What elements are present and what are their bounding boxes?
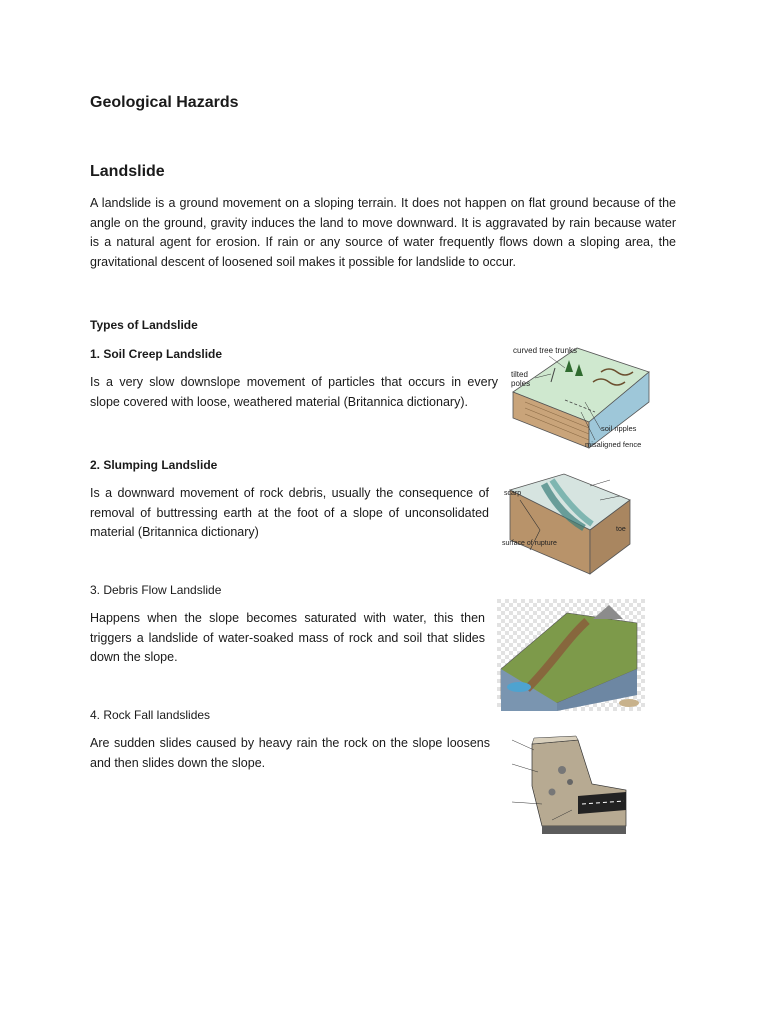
section-title-landslide: Landslide: [90, 163, 165, 180]
type-2-heading: 2. Slumping Landslide: [90, 458, 218, 472]
label-misaligned-fence: misaligned fence: [585, 440, 642, 449]
intro-paragraph: A landslide is a ground movement on a sloping terrain. It does not happen on flat ground because of the angle on the ground, gravity induces the land to move downward. It is aggravated by rain because water is a natural agent for erosion. If rain or any source of water frequently flows down a sloping area, the gravitational descent of loosened soil makes it possible for landslide to occur.: [90, 196, 676, 269]
type-3-heading: 3. Debris Flow Landslide: [90, 583, 222, 597]
label-soil-ripples: soil ripples: [601, 424, 637, 433]
soil-creep-figure: [505, 342, 655, 452]
document-title: Geological Hazards: [90, 94, 239, 111]
label-toe: toe: [616, 526, 626, 533]
type-2-text: Is a downward movement of rock debris, usually the consequence of removal of buttressing earth at the foot of a slope of unconsolidated material (Britannica dictionary): [90, 486, 489, 539]
label-curved-tree-trunks: curved tree trunks: [513, 346, 578, 355]
type-4-heading: 4. Rock Fall landslides: [90, 708, 211, 722]
debris-flow-figure: [497, 599, 645, 711]
type-1-heading: 1. Soil Creep Landslide: [90, 347, 223, 361]
label-surface-of-rupture: surface of rupture: [502, 540, 557, 547]
label-scarp: scarp: [504, 490, 522, 497]
label-tilted-poles: tilted poles: [511, 370, 531, 388]
slumping-figure: [500, 470, 635, 578]
type-4-text: Are sudden slides caused by heavy rain the rock on the slope loosens and then slides down the slope.: [90, 736, 490, 770]
type-1-text: Is a very slow downslope movement of particles that occurs in every slope covered with loose, weathered material (Britannica dictionary).: [90, 375, 498, 409]
rock-fall-figure: [492, 730, 632, 834]
types-heading: Types of Landslide: [90, 318, 198, 332]
type-3-text: Happens when the slope becomes saturated with water, this then triggers a landslide of water-soaked mass of rock and soil that slides down the slope.: [90, 611, 485, 664]
